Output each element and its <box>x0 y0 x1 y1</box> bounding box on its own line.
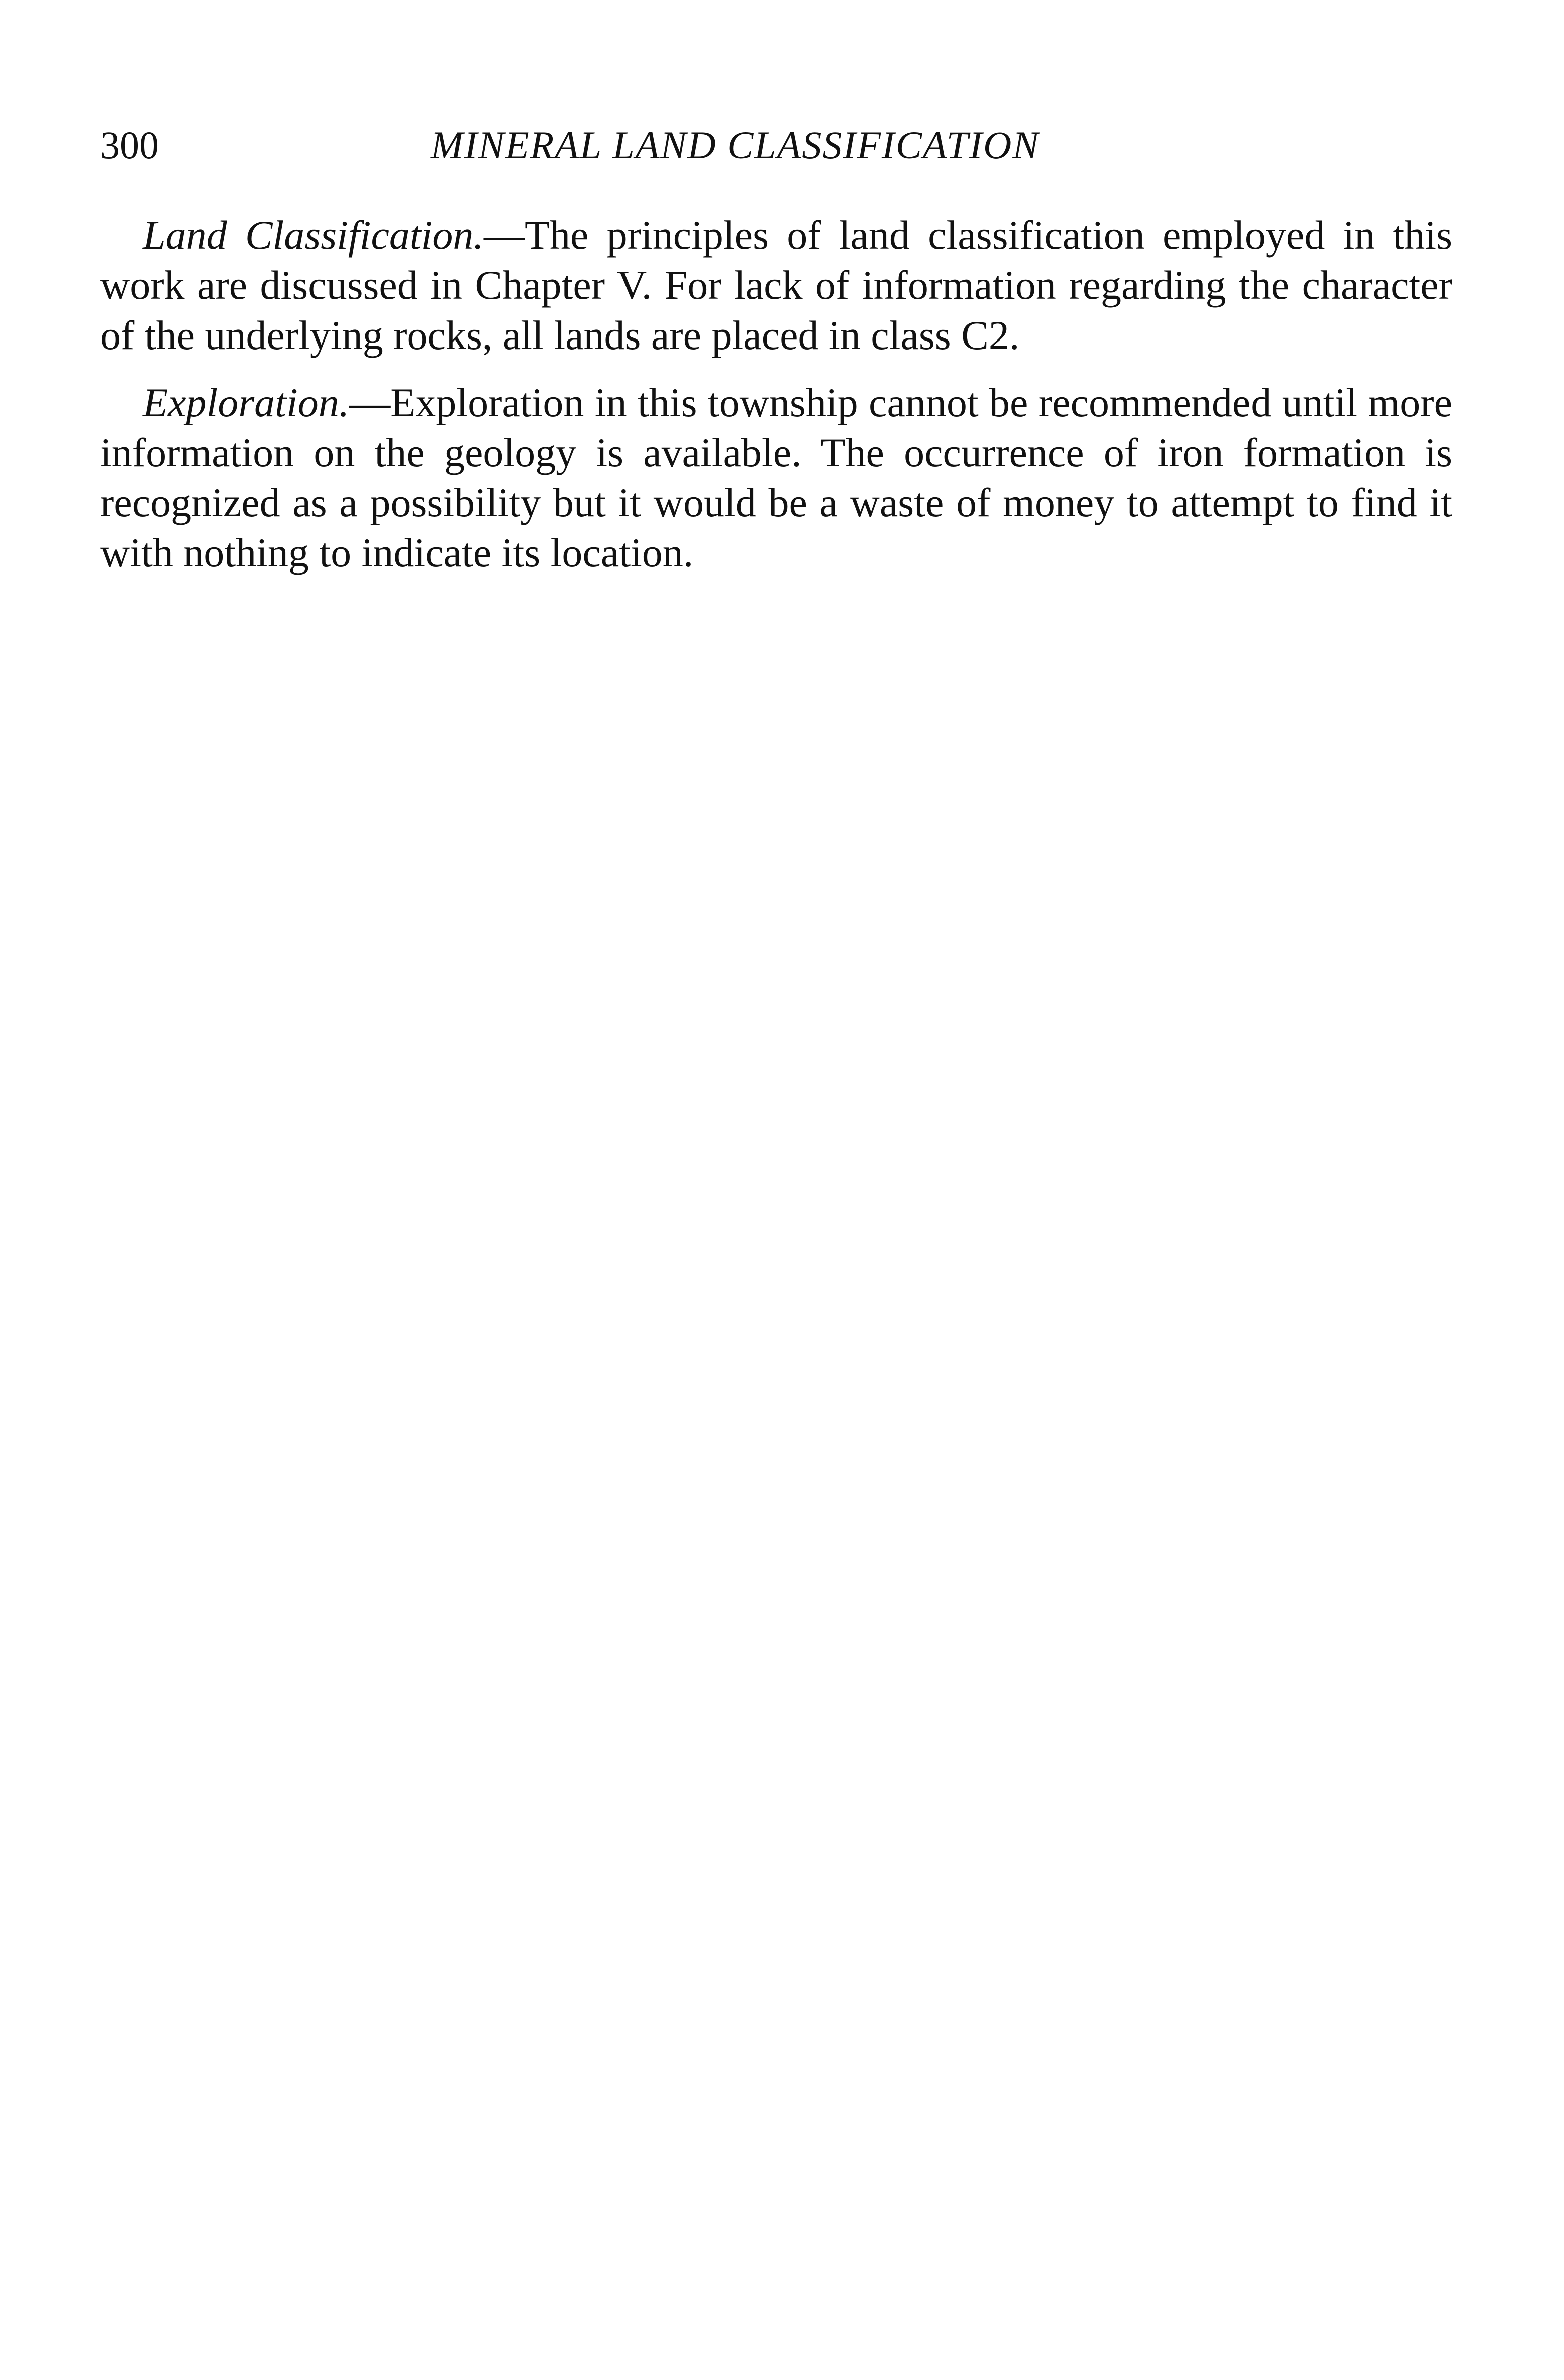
running-title: MINERAL LAND CLASSIFICATION <box>431 123 1040 167</box>
paragraph-land-classification <box>100 210 1452 361</box>
paragraph-text-land-classification: —The principles of land classification employed in this work are discussed in Chapter V. For lack of information regarding the character of the underlying rocks, all lands are placed in class C2. <box>100 212 1453 358</box>
page-number: 300 <box>100 123 159 167</box>
paragraph-exploration <box>100 378 1452 578</box>
run-in-heading-land-classification: Land Classification. <box>143 212 484 258</box>
paragraph-text-exploration: —Exploration in this township cannot be recommended until more information on the geology is available. The occurrence of iron formation is recognized as a possibility but it would be a waste of money to attempt to find it with nothing to indicate its location. <box>100 380 1452 575</box>
running-head <box>100 118 1452 173</box>
run-in-heading-exploration: Exploration. <box>143 380 350 425</box>
body-text <box>100 210 1452 595</box>
